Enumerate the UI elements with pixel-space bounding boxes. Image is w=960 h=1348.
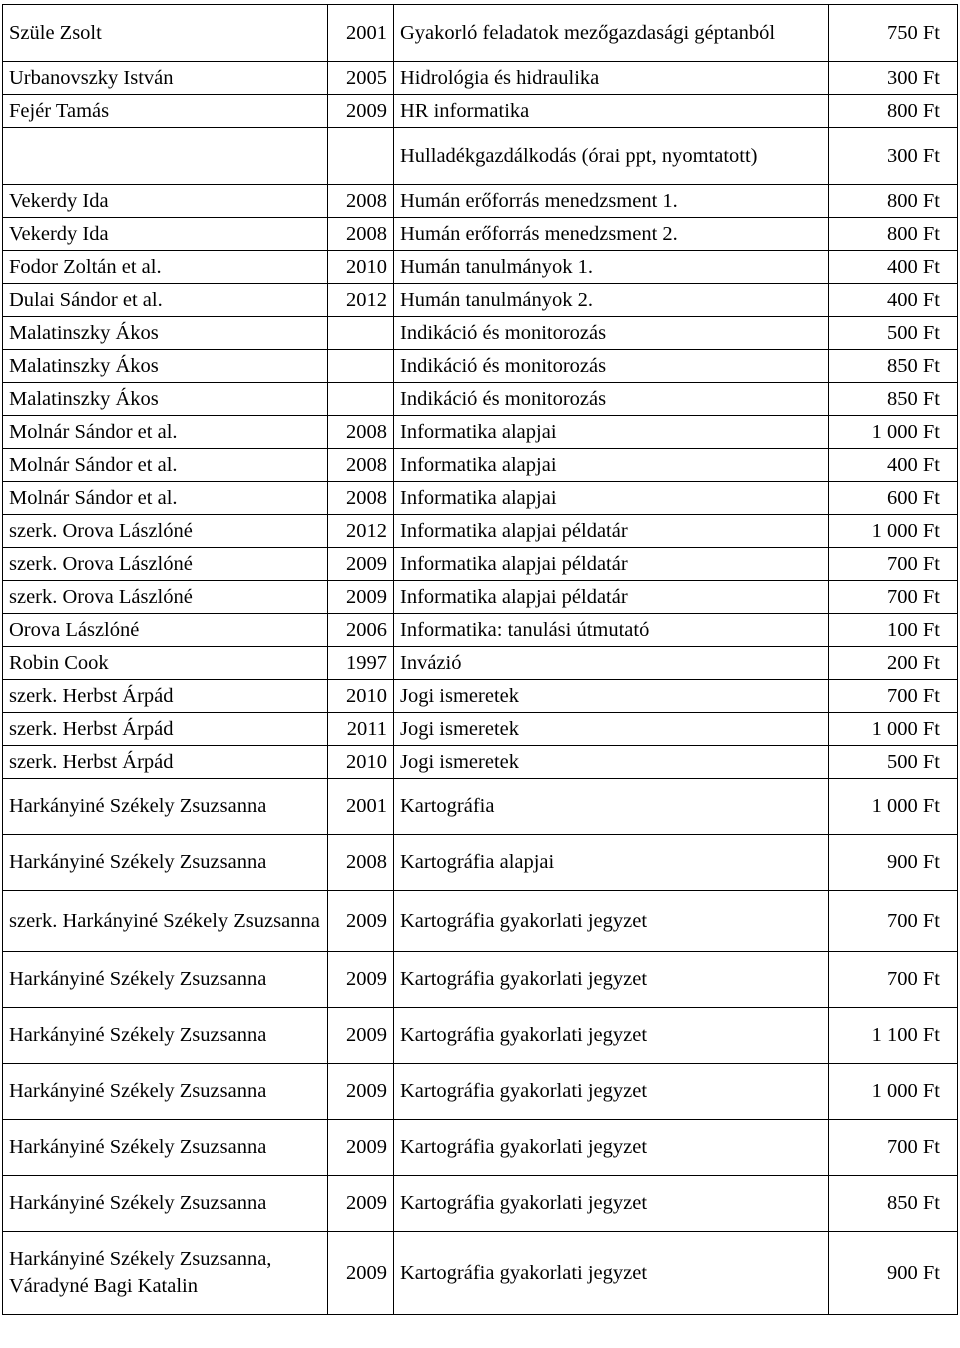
table-row xyxy=(3,383,958,416)
author-cell: Harkányiné Székely Zsuzsanna xyxy=(3,835,328,891)
book-price-table xyxy=(2,4,958,1315)
title-cell: Kartográfia alapjai xyxy=(394,835,829,891)
year-cell: 2001 xyxy=(328,5,394,62)
year-cell: 2010 xyxy=(328,746,394,779)
title-cell: Kartográfia gyakorlati jegyzet xyxy=(394,1120,829,1176)
year-cell: 2009 xyxy=(328,1008,394,1064)
year-cell: 2008 xyxy=(328,218,394,251)
title-cell: Kartográfia gyakorlati jegyzet xyxy=(394,1176,829,1232)
table-row xyxy=(3,647,958,680)
table-row xyxy=(3,713,958,746)
year-cell: 2009 xyxy=(328,95,394,128)
author-cell: Malatinszky Ákos xyxy=(3,317,328,350)
year-cell: 2008 xyxy=(328,449,394,482)
title-cell: Gyakorló feladatok mezőgazdasági géptanból xyxy=(394,5,829,62)
year-cell: 2009 xyxy=(328,1176,394,1232)
price-cell: 850 Ft xyxy=(829,350,958,383)
table-row xyxy=(3,779,958,835)
year-cell xyxy=(328,128,394,185)
table-row xyxy=(3,1176,958,1232)
year-cell: 2010 xyxy=(328,251,394,284)
title-cell: Humán erőforrás menedzsment 1. xyxy=(394,185,829,218)
table-row xyxy=(3,581,958,614)
title-cell: Kartográfia gyakorlati jegyzet xyxy=(394,952,829,1008)
title-cell: Humán erőforrás menedzsment 2. xyxy=(394,218,829,251)
title-cell: Indikáció és monitorozás xyxy=(394,350,829,383)
price-cell: 400 Ft xyxy=(829,449,958,482)
table-row xyxy=(3,952,958,1008)
table-row xyxy=(3,614,958,647)
author-cell: szerk. Herbst Árpád xyxy=(3,680,328,713)
author-cell: szerk. Herbst Árpád xyxy=(3,713,328,746)
table-row xyxy=(3,284,958,317)
year-cell: 2001 xyxy=(328,779,394,835)
author-cell xyxy=(3,128,328,185)
price-cell: 700 Ft xyxy=(829,680,958,713)
price-cell: 800 Ft xyxy=(829,218,958,251)
title-cell: Jogi ismeretek xyxy=(394,746,829,779)
title-cell: Indikáció és monitorozás xyxy=(394,317,829,350)
price-cell: 1 000 Ft xyxy=(829,1064,958,1120)
year-cell: 2012 xyxy=(328,515,394,548)
price-cell: 400 Ft xyxy=(829,251,958,284)
title-cell: Kartográfia gyakorlati jegyzet xyxy=(394,1008,829,1064)
title-cell: Humán tanulmányok 2. xyxy=(394,284,829,317)
author-cell: szerk. Orova Lászlóné xyxy=(3,548,328,581)
author-cell: Vekerdy Ida xyxy=(3,185,328,218)
title-cell: Hulladékgazdálkodás (órai ppt, nyomtatott) xyxy=(394,128,829,185)
price-cell: 900 Ft xyxy=(829,1232,958,1315)
price-cell: 800 Ft xyxy=(829,185,958,218)
table-row xyxy=(3,416,958,449)
table-row xyxy=(3,482,958,515)
year-cell: 2009 xyxy=(328,1064,394,1120)
year-cell: 2006 xyxy=(328,614,394,647)
year-cell xyxy=(328,383,394,416)
author-cell: Robin Cook xyxy=(3,647,328,680)
title-cell: Jogi ismeretek xyxy=(394,713,829,746)
title-cell: Jogi ismeretek xyxy=(394,680,829,713)
title-cell: Informatika alapjai xyxy=(394,416,829,449)
author-cell: Szüle Zsolt xyxy=(3,5,328,62)
year-cell: 2009 xyxy=(328,548,394,581)
author-cell: Molnár Sándor et al. xyxy=(3,449,328,482)
author-cell: Orova Lászlóné xyxy=(3,614,328,647)
author-cell: Harkányiné Székely Zsuzsanna xyxy=(3,952,328,1008)
title-cell: Informatika alapjai xyxy=(394,482,829,515)
price-cell: 750 Ft xyxy=(829,5,958,62)
year-cell: 2009 xyxy=(328,1120,394,1176)
author-cell: Harkányiné Székely Zsuzsanna xyxy=(3,1176,328,1232)
price-cell: 700 Ft xyxy=(829,891,958,952)
price-cell: 700 Ft xyxy=(829,1120,958,1176)
author-cell: Molnár Sándor et al. xyxy=(3,416,328,449)
author-cell: Harkányiné Székely Zsuzsanna xyxy=(3,1008,328,1064)
table-row xyxy=(3,62,958,95)
table-row xyxy=(3,1232,958,1315)
table-row xyxy=(3,1120,958,1176)
author-cell: szerk. Herbst Árpád xyxy=(3,746,328,779)
book-rows xyxy=(3,5,958,1315)
price-cell: 200 Ft xyxy=(829,647,958,680)
price-cell: 500 Ft xyxy=(829,746,958,779)
table-row xyxy=(3,251,958,284)
price-cell: 1 000 Ft xyxy=(829,713,958,746)
table-row xyxy=(3,746,958,779)
table-row xyxy=(3,95,958,128)
title-cell: Informatika alapjai xyxy=(394,449,829,482)
author-cell: Harkányiné Székely Zsuzsanna xyxy=(3,1064,328,1120)
title-cell: Kartográfia gyakorlati jegyzet xyxy=(394,1064,829,1120)
price-cell: 100 Ft xyxy=(829,614,958,647)
author-cell: Vekerdy Ida xyxy=(3,218,328,251)
author-cell: Malatinszky Ákos xyxy=(3,383,328,416)
author-cell: Fejér Tamás xyxy=(3,95,328,128)
price-cell: 400 Ft xyxy=(829,284,958,317)
title-cell: Hidrológia és hidraulika xyxy=(394,62,829,95)
price-cell: 800 Ft xyxy=(829,95,958,128)
author-cell: Harkányiné Székely Zsuzsanna xyxy=(3,1120,328,1176)
table-row xyxy=(3,680,958,713)
price-cell: 1 000 Ft xyxy=(829,515,958,548)
title-cell: Informatika alapjai példatár xyxy=(394,515,829,548)
author-cell: Urbanovszky István xyxy=(3,62,328,95)
year-cell xyxy=(328,350,394,383)
price-cell: 1 000 Ft xyxy=(829,779,958,835)
price-cell: 700 Ft xyxy=(829,581,958,614)
author-cell: Harkányiné Székely Zsuzsanna xyxy=(3,779,328,835)
table-row xyxy=(3,128,958,185)
author-cell: Molnár Sándor et al. xyxy=(3,482,328,515)
author-cell: Harkányiné Székely Zsuzsanna, Váradyné Bagi Katalin xyxy=(3,1232,328,1315)
year-cell: 2009 xyxy=(328,952,394,1008)
title-cell: Humán tanulmányok 1. xyxy=(394,251,829,284)
year-cell: 2008 xyxy=(328,185,394,218)
author-cell: szerk. Orova Lászlóné xyxy=(3,515,328,548)
year-cell: 2008 xyxy=(328,482,394,515)
price-cell: 1 000 Ft xyxy=(829,416,958,449)
table-row xyxy=(3,218,958,251)
year-cell: 2009 xyxy=(328,1232,394,1315)
year-cell xyxy=(328,317,394,350)
table-row xyxy=(3,1064,958,1120)
year-cell: 2011 xyxy=(328,713,394,746)
title-cell: Invázió xyxy=(394,647,829,680)
year-cell: 2009 xyxy=(328,891,394,952)
title-cell: Kartográfia xyxy=(394,779,829,835)
table-row xyxy=(3,1008,958,1064)
price-cell: 700 Ft xyxy=(829,548,958,581)
price-cell: 300 Ft xyxy=(829,62,958,95)
price-cell: 850 Ft xyxy=(829,383,958,416)
author-cell: Dulai Sándor et al. xyxy=(3,284,328,317)
title-cell: Indikáció és monitorozás xyxy=(394,383,829,416)
year-cell: 2009 xyxy=(328,581,394,614)
table-row xyxy=(3,891,958,952)
title-cell: Informatika alapjai példatár xyxy=(394,548,829,581)
table-row xyxy=(3,449,958,482)
table-row xyxy=(3,185,958,218)
table-row xyxy=(3,548,958,581)
price-cell: 850 Ft xyxy=(829,1176,958,1232)
price-cell: 900 Ft xyxy=(829,835,958,891)
year-cell: 1997 xyxy=(328,647,394,680)
table-row xyxy=(3,835,958,891)
year-cell: 2008 xyxy=(328,835,394,891)
title-cell: Kartográfia gyakorlati jegyzet xyxy=(394,891,829,952)
table-row xyxy=(3,515,958,548)
author-cell: Malatinszky Ákos xyxy=(3,350,328,383)
title-cell: Kartográfia gyakorlati jegyzet xyxy=(394,1232,829,1315)
year-cell: 2012 xyxy=(328,284,394,317)
title-cell: Informatika alapjai példatár xyxy=(394,581,829,614)
table-row xyxy=(3,350,958,383)
author-cell: szerk. Harkányiné Székely Zsuzsanna xyxy=(3,891,328,952)
year-cell: 2010 xyxy=(328,680,394,713)
price-cell: 500 Ft xyxy=(829,317,958,350)
price-cell: 700 Ft xyxy=(829,952,958,1008)
table-row xyxy=(3,5,958,62)
price-cell: 300 Ft xyxy=(829,128,958,185)
title-cell: HR informatika xyxy=(394,95,829,128)
table-row xyxy=(3,317,958,350)
year-cell: 2008 xyxy=(328,416,394,449)
price-cell: 600 Ft xyxy=(829,482,958,515)
title-cell: Informatika: tanulási útmutató xyxy=(394,614,829,647)
author-cell: szerk. Orova Lászlóné xyxy=(3,581,328,614)
year-cell: 2005 xyxy=(328,62,394,95)
author-cell: Fodor Zoltán et al. xyxy=(3,251,328,284)
price-cell: 1 100 Ft xyxy=(829,1008,958,1064)
